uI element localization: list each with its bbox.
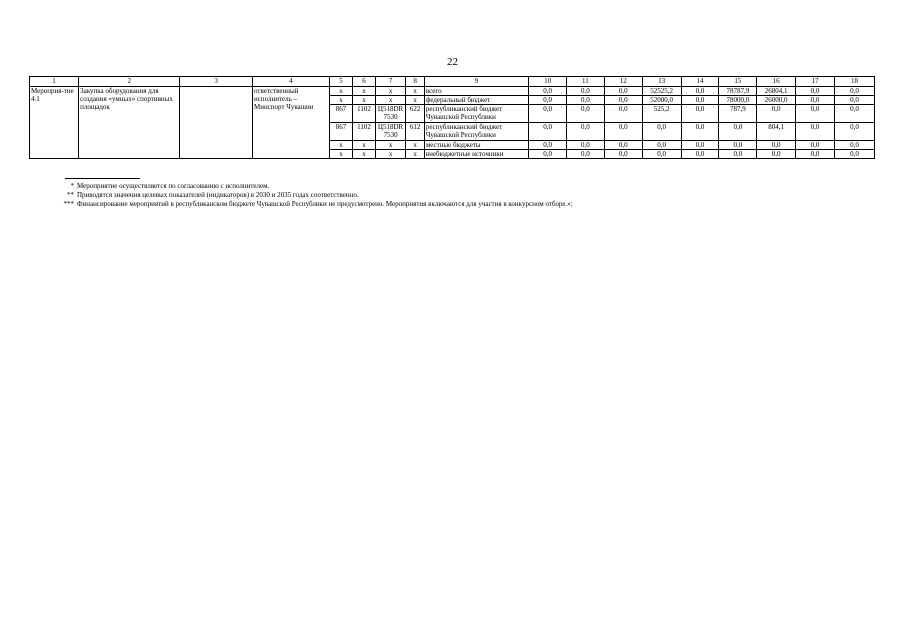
value-cell: 0,0	[642, 123, 681, 141]
value-cell: 0,0	[681, 141, 719, 150]
funding-source-cell: всего	[424, 87, 528, 96]
header-cell: 13	[642, 77, 681, 87]
value-cell: 0,0	[757, 105, 796, 123]
header-cell: 16	[757, 77, 796, 87]
value-cell: 0,0	[642, 141, 681, 150]
target-article-cell: Ц518DR7530	[375, 105, 406, 123]
value-cell: 26804,1	[757, 87, 796, 96]
footnote	[40, 182, 880, 191]
value-cell: 0,0	[604, 96, 642, 105]
header-cell: 4	[252, 77, 329, 87]
funding-source-cell: местные бюджеты	[424, 141, 528, 150]
footnotes	[40, 182, 880, 209]
value-cell: 0,0	[529, 87, 567, 96]
footnote-divider	[65, 178, 140, 179]
header-cell: 7	[375, 77, 406, 87]
value-cell: 0,0	[834, 105, 874, 123]
value-cell: 0,0	[681, 105, 719, 123]
value-cell: 78787,9	[719, 87, 757, 96]
value-cell: 0,0	[757, 150, 796, 159]
section-cell: x	[353, 96, 376, 105]
header-cell: 12	[604, 77, 642, 87]
value-cell: 0,0	[834, 141, 874, 150]
measure-name: Закупка оборудования для создания «умных» спортивных площадок	[79, 87, 180, 159]
header-cell: 17	[796, 77, 835, 87]
section-cell: x	[353, 87, 376, 96]
expense-type-cell: x	[406, 150, 424, 159]
header-cell: 1	[30, 77, 79, 87]
header-cell: 3	[180, 77, 253, 87]
value-cell: 0,0	[796, 87, 835, 96]
value-cell: 0,0	[604, 87, 642, 96]
header-cell: 15	[719, 77, 757, 87]
measure-number: Мероприя-тие 4.1	[30, 87, 79, 159]
table-row	[30, 87, 875, 96]
target-article-cell: x	[375, 150, 406, 159]
section-cell: 1102	[353, 123, 376, 141]
grbs-cell: x	[329, 96, 353, 105]
value-cell: 0,0	[529, 141, 567, 150]
value-cell: 0,0	[834, 123, 874, 141]
expense-type-cell: 612	[406, 123, 424, 141]
grbs-cell: 867	[329, 123, 353, 141]
value-cell: 0,0	[604, 141, 642, 150]
footnote	[40, 191, 880, 200]
value-cell: 525,2	[642, 105, 681, 123]
value-cell: 0,0	[719, 150, 757, 159]
grbs-cell: x	[329, 87, 353, 96]
target-article-cell: x	[375, 141, 406, 150]
header-cell: 9	[424, 77, 528, 87]
measure-executor: ответственный исполнитель – Минспорт Чувашии	[252, 87, 329, 159]
header-cell: 8	[406, 77, 424, 87]
value-cell: 0,0	[681, 123, 719, 141]
measure-col3	[180, 87, 253, 159]
value-cell: 0,0	[567, 96, 605, 105]
section-cell: x	[353, 141, 376, 150]
value-cell: 0,0	[757, 141, 796, 150]
footnote-mark: **	[67, 191, 74, 199]
value-cell: 0,0	[642, 150, 681, 159]
header-row	[30, 77, 875, 87]
header-cell: 14	[681, 77, 719, 87]
expense-type-cell: x	[406, 87, 424, 96]
budget-table	[29, 76, 875, 159]
section-cell: 1102	[353, 105, 376, 123]
value-cell: 0,0	[834, 87, 874, 96]
value-cell: 0,0	[604, 123, 642, 141]
header-cell: 18	[834, 77, 874, 87]
expense-type-cell: 622	[406, 105, 424, 123]
section-cell: x	[353, 150, 376, 159]
page-number: 22	[447, 56, 458, 68]
footnote-mark: ***	[63, 200, 74, 208]
value-cell: 787,9	[719, 105, 757, 123]
value-cell: 0,0	[604, 150, 642, 159]
value-cell: 0,0	[604, 105, 642, 123]
value-cell: 0,0	[529, 150, 567, 159]
grbs-cell: x	[329, 141, 353, 150]
value-cell: 26000,0	[757, 96, 796, 105]
value-cell: 0,0	[567, 141, 605, 150]
value-cell: 0,0	[719, 141, 757, 150]
value-cell: 0,0	[529, 96, 567, 105]
value-cell: 0,0	[567, 87, 605, 96]
value-cell: 804,1	[757, 123, 796, 141]
value-cell: 0,0	[796, 96, 835, 105]
funding-source-cell: федеральный бюджет	[424, 96, 528, 105]
grbs-cell: 867	[329, 105, 353, 123]
header-cell: 6	[353, 77, 376, 87]
footnote-text: Финансирование мероприятий в республиканском бюджете Чувашской Республики не предусмотрено. Мероприятия включаются для участия в конкурсном отборе.»;	[77, 200, 573, 208]
value-cell: 78000,0	[719, 96, 757, 105]
value-cell: 0,0	[834, 96, 874, 105]
funding-source-cell: республиканский бюджет Чувашской Республики	[424, 123, 528, 141]
header-cell: 11	[567, 77, 605, 87]
expense-type-cell: x	[406, 141, 424, 150]
value-cell: 0,0	[529, 105, 567, 123]
header-cell: 5	[329, 77, 353, 87]
header-cell: 2	[79, 77, 180, 87]
value-cell: 0,0	[796, 105, 835, 123]
value-cell: 0,0	[567, 123, 605, 141]
target-article-cell: Ц518DR7530	[375, 123, 406, 141]
value-cell: 0,0	[834, 150, 874, 159]
value-cell: 52525,2	[642, 87, 681, 96]
footnote-text: Мероприятие осуществляется по согласованию с исполнителем.	[77, 182, 270, 190]
footnote-mark: *	[70, 182, 74, 190]
footnote	[40, 200, 880, 209]
value-cell: 0,0	[796, 150, 835, 159]
value-cell: 0,0	[681, 96, 719, 105]
target-article-cell: x	[375, 87, 406, 96]
header-cell: 10	[529, 77, 567, 87]
value-cell: 0,0	[681, 150, 719, 159]
target-article-cell: x	[375, 96, 406, 105]
expense-type-cell: x	[406, 96, 424, 105]
value-cell: 0,0	[719, 123, 757, 141]
footnote-text: Приводятся значения целевых показателей (индикаторов) в 2030 и 2035 годах соответственно.	[77, 191, 359, 199]
value-cell: 0,0	[796, 141, 835, 150]
value-cell: 0,0	[796, 123, 835, 141]
funding-source-cell: внебюджетные источники	[424, 150, 528, 159]
value-cell: 0,0	[529, 123, 567, 141]
value-cell: 0,0	[567, 150, 605, 159]
value-cell: 0,0	[681, 87, 719, 96]
value-cell: 52000,0	[642, 96, 681, 105]
value-cell: 0,0	[567, 105, 605, 123]
grbs-cell: x	[329, 150, 353, 159]
funding-source-cell: республиканский бюджет Чувашской Республики	[424, 105, 528, 123]
